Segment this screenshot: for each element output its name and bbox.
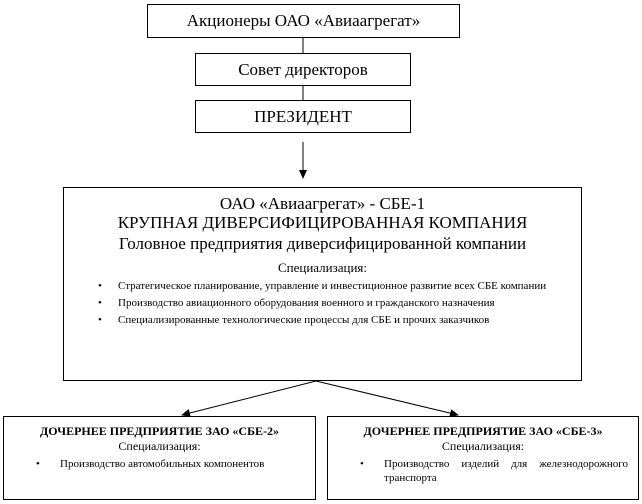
subsidiary-sbe3-title: ДОЧЕРНЕЕ ПРЕДПРИЯТИЕ ЗАО «СБЕ-3» [363,424,603,438]
parent-company-specialization-list [64,279,581,330]
bullet-icon: • [36,458,40,470]
bullet-icon: • [98,314,102,326]
parent-company-role: Головное предприятия диверсифицированной компании [118,234,527,253]
list-item [64,279,581,293]
president-box [195,100,411,133]
shareholders-box [147,4,460,38]
parent-company-box [63,187,582,381]
list-item [4,457,315,471]
bullet-icon: • [98,280,102,292]
president-label: ПРЕЗИДЕНТ [254,106,352,126]
subsidiary-sbe2-box [3,416,316,500]
list-item-text: Производство автомобильных компонентов [60,458,265,470]
board-label: Совет директоров [238,59,368,79]
subsidiary-sbe2-list [4,457,315,471]
list-item [328,457,638,485]
subsidiary-sbe3-specialization-label: Специализация: [441,439,525,453]
arrow-parent-sbe3 [316,381,458,415]
arrow-parent-sbe2 [182,381,316,415]
subsidiary-sbe3-box [327,416,639,500]
list-item [64,296,581,310]
parent-company-name: ОАО «Авиаагрегат» - СБЕ-1 [219,194,426,213]
list-item-text: Производство изделий для железнодорожного транспорта [384,458,628,484]
bullet-icon: • [98,297,102,309]
list-item-text: Специализированные технологические процессы для СБЕ и прочих заказчиков [118,314,490,326]
parent-company-type: КРУПНАЯ ДИВЕРСИФИЦИРОВАННАЯ КОМПАНИЯ [117,213,528,232]
list-item-text: Производство авиационного оборудования военного и гражданского назначения [118,297,495,309]
list-item-text: Стратегическое планирование, управление и инвестиционное развитие всех СБЕ компании [118,280,547,292]
list-item [64,313,581,327]
bullet-icon: • [360,458,364,470]
subsidiary-sbe3-list [328,457,638,485]
parent-company-specialization-label: Специализация: [277,260,368,275]
shareholders-label: Акционеры ОАО «Авиаагрегат» [186,11,421,30]
subsidiary-sbe2-title: ДОЧЕРНЕЕ ПРЕДПРИЯТИЕ ЗАО «СБЕ-2» [39,424,280,438]
subsidiary-sbe2-specialization-label: Специализация: [118,439,201,453]
board-of-directors-box [195,53,411,86]
